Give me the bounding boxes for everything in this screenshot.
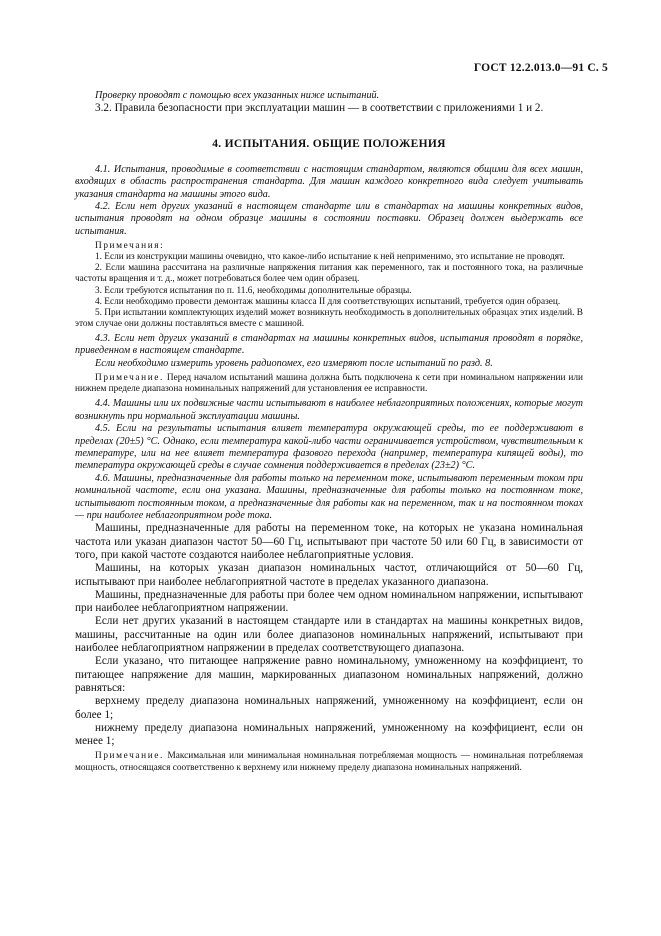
paragraph-4-3-radio: Если необходимо измерить уровень радиопомех, его измеряют после испытаний по разд. 8. [95, 357, 493, 369]
page-content [75, 90, 583, 774]
page-header: ГОСТ 12.2.013.0—91 С. 5 [473, 62, 608, 74]
paragraph-4-6: 4.6. Машины, предназначенные для работы только на переменном токе, испытывают переменным током при номинальной частоте, если она указана. Машины, предназначенные для работы только на постоянном токе, испытывают постоянным током, а предназначенные для работы как на переменном, так и на постоянном токах — при наиболее неблагоприятном роде тока. [75, 472, 583, 521]
body-paragraph-4: Если нет других указаний в настоящем стандарте или в стандартах на машины конкретных видов, машины, рассчитанные на один или более диапазонов номинальных напряжений, испытывают при наиболее неблагоприятном напряжении в пределах соответствующего диапазона. [75, 615, 583, 655]
note-item-4: 4. Если необходимо провести демонтаж машины класса II для соответствующих испытаний, требуется один образец. [95, 296, 561, 307]
body-paragraph-2: Машины, на которых указан диапазон номинальных частот, отличающийся от 50—60 Гц, испытывают при наиболее неблагоприятной частоте в пределах указанного диапазона. [75, 562, 583, 588]
paragraph-4-3: 4.3. Если нет других указаний в стандартах на машины конкретных видов, испытания проводят в порядке, приведенном в настоящем стандарте. [75, 332, 583, 357]
body-paragraph-6: верхнему пределу диапазона номинальных напряжений, умноженному на коэффициент, если он более 1; [75, 695, 583, 721]
paragraph-4-2: 4.2. Если нет других указаний в настоящем стандарте или в стандартах на машины конкретных видов, испытания проводят на одном образце машины в состоянии поставки. Образец должен выдержать все испытания. [75, 200, 583, 237]
body-paragraph-7: нижнему пределу диапазона номинальных напряжений, умноженному на коэффициент, если он менее 1; [75, 721, 583, 748]
paragraph-4-4: 4.4. Машины или их подвижные части испытывают в наиболее неблагоприятных положениях, которые могут возникнуть при нормальной эксплуатации машины. [75, 398, 583, 422]
note-item-2: 2. Если машина рассчитана на различные напряжения питания как переменного, так и постоянного тока, на различные частоты вращения и т. д., может потребоваться более чем один образец. [75, 263, 583, 285]
note-item-1: 1. Если из конструкции машины очевидно, что какое-либо испытание к ней неприменимо, это испытание не проводят. [95, 252, 565, 263]
paragraph-4-5: 4.5. Если на результаты испытания влияет температура окружающей среды, то ее поддерживают в пределах (20±5) °С. Однако, если температура какой-либо части ограничивается устройством, чувствительным к температуре, или на нее влияет температура фазового перехода (например, температура кипящей воды), то температура окружающей среды в случае сомнения поддерживается в пределах (23±2) °С. [75, 423, 583, 472]
paragraph-4-1: 4.1. Испытания, проводимые в соответствии с настоящим стандартом, являются общими для всех машин, входящих в область распространения стандарта. Для машин каждого конкретного вида следует учитывать указания стандарта на машины этого вида. [75, 163, 583, 200]
note-power-range: Примечание. Максимальная или минимальная номинальная потребляемая мощность — номинальная потребляемая мощность, относящаяся соответственно к верхнему или нижнему пределу диапазона номинальных напряжений. [75, 751, 583, 773]
body-paragraph-5: Если указано, что питающее напряжение равно номинальному, умноженному на коэффициент, то питающее напряжение для машин, маркированных диапазоном номинальных напряжений, должно равняться: [75, 655, 583, 694]
note-power-on: Примечание. Перед началом испытаний машина должна быть подключена к сети при номинальном напряжении или нижнем пределе диапазона номинальных напряжений для установления ее исправности. [75, 373, 584, 395]
body-paragraph-1: Машины, предназначенные для работы на переменном токе, на которых не указана номинальная частота или указан диапазон частот 50—60 Гц, испытывают при частоте 50 или 60 Гц, в зависимости от того, при какой частоте создаются наиболее неблагоприятные условия. [75, 522, 583, 561]
body-paragraph-3: Машины, предназначенные для работы при более чем одном номинальном напряжении, испытывают при наиболее неблагоприятном напряжении. [75, 588, 583, 615]
note-item-3: 3. Если требуются испытания по п. 11.6, необходимы дополнительные образцы. [95, 285, 412, 296]
note-item-5: 5. При испытании комплектующих изделий может возникнуть необходимость в дополнительных образцах этих изделий. В этом случае они должны поставляться вместе с машиной. [75, 307, 583, 329]
intro-line: Проверку проводят с помощью всех указанных ниже испытаний. [95, 90, 380, 101]
paragraph-3-2: 3.2. Правила безопасности при эксплуатации машин — в соответствии с приложениями 1 и 2. [95, 102, 544, 115]
section-title: 4. ИСПЫТАНИЯ. ОБЩИЕ ПОЛОЖЕНИЯ [212, 137, 446, 150]
notes-label: Примечания: [95, 241, 165, 252]
